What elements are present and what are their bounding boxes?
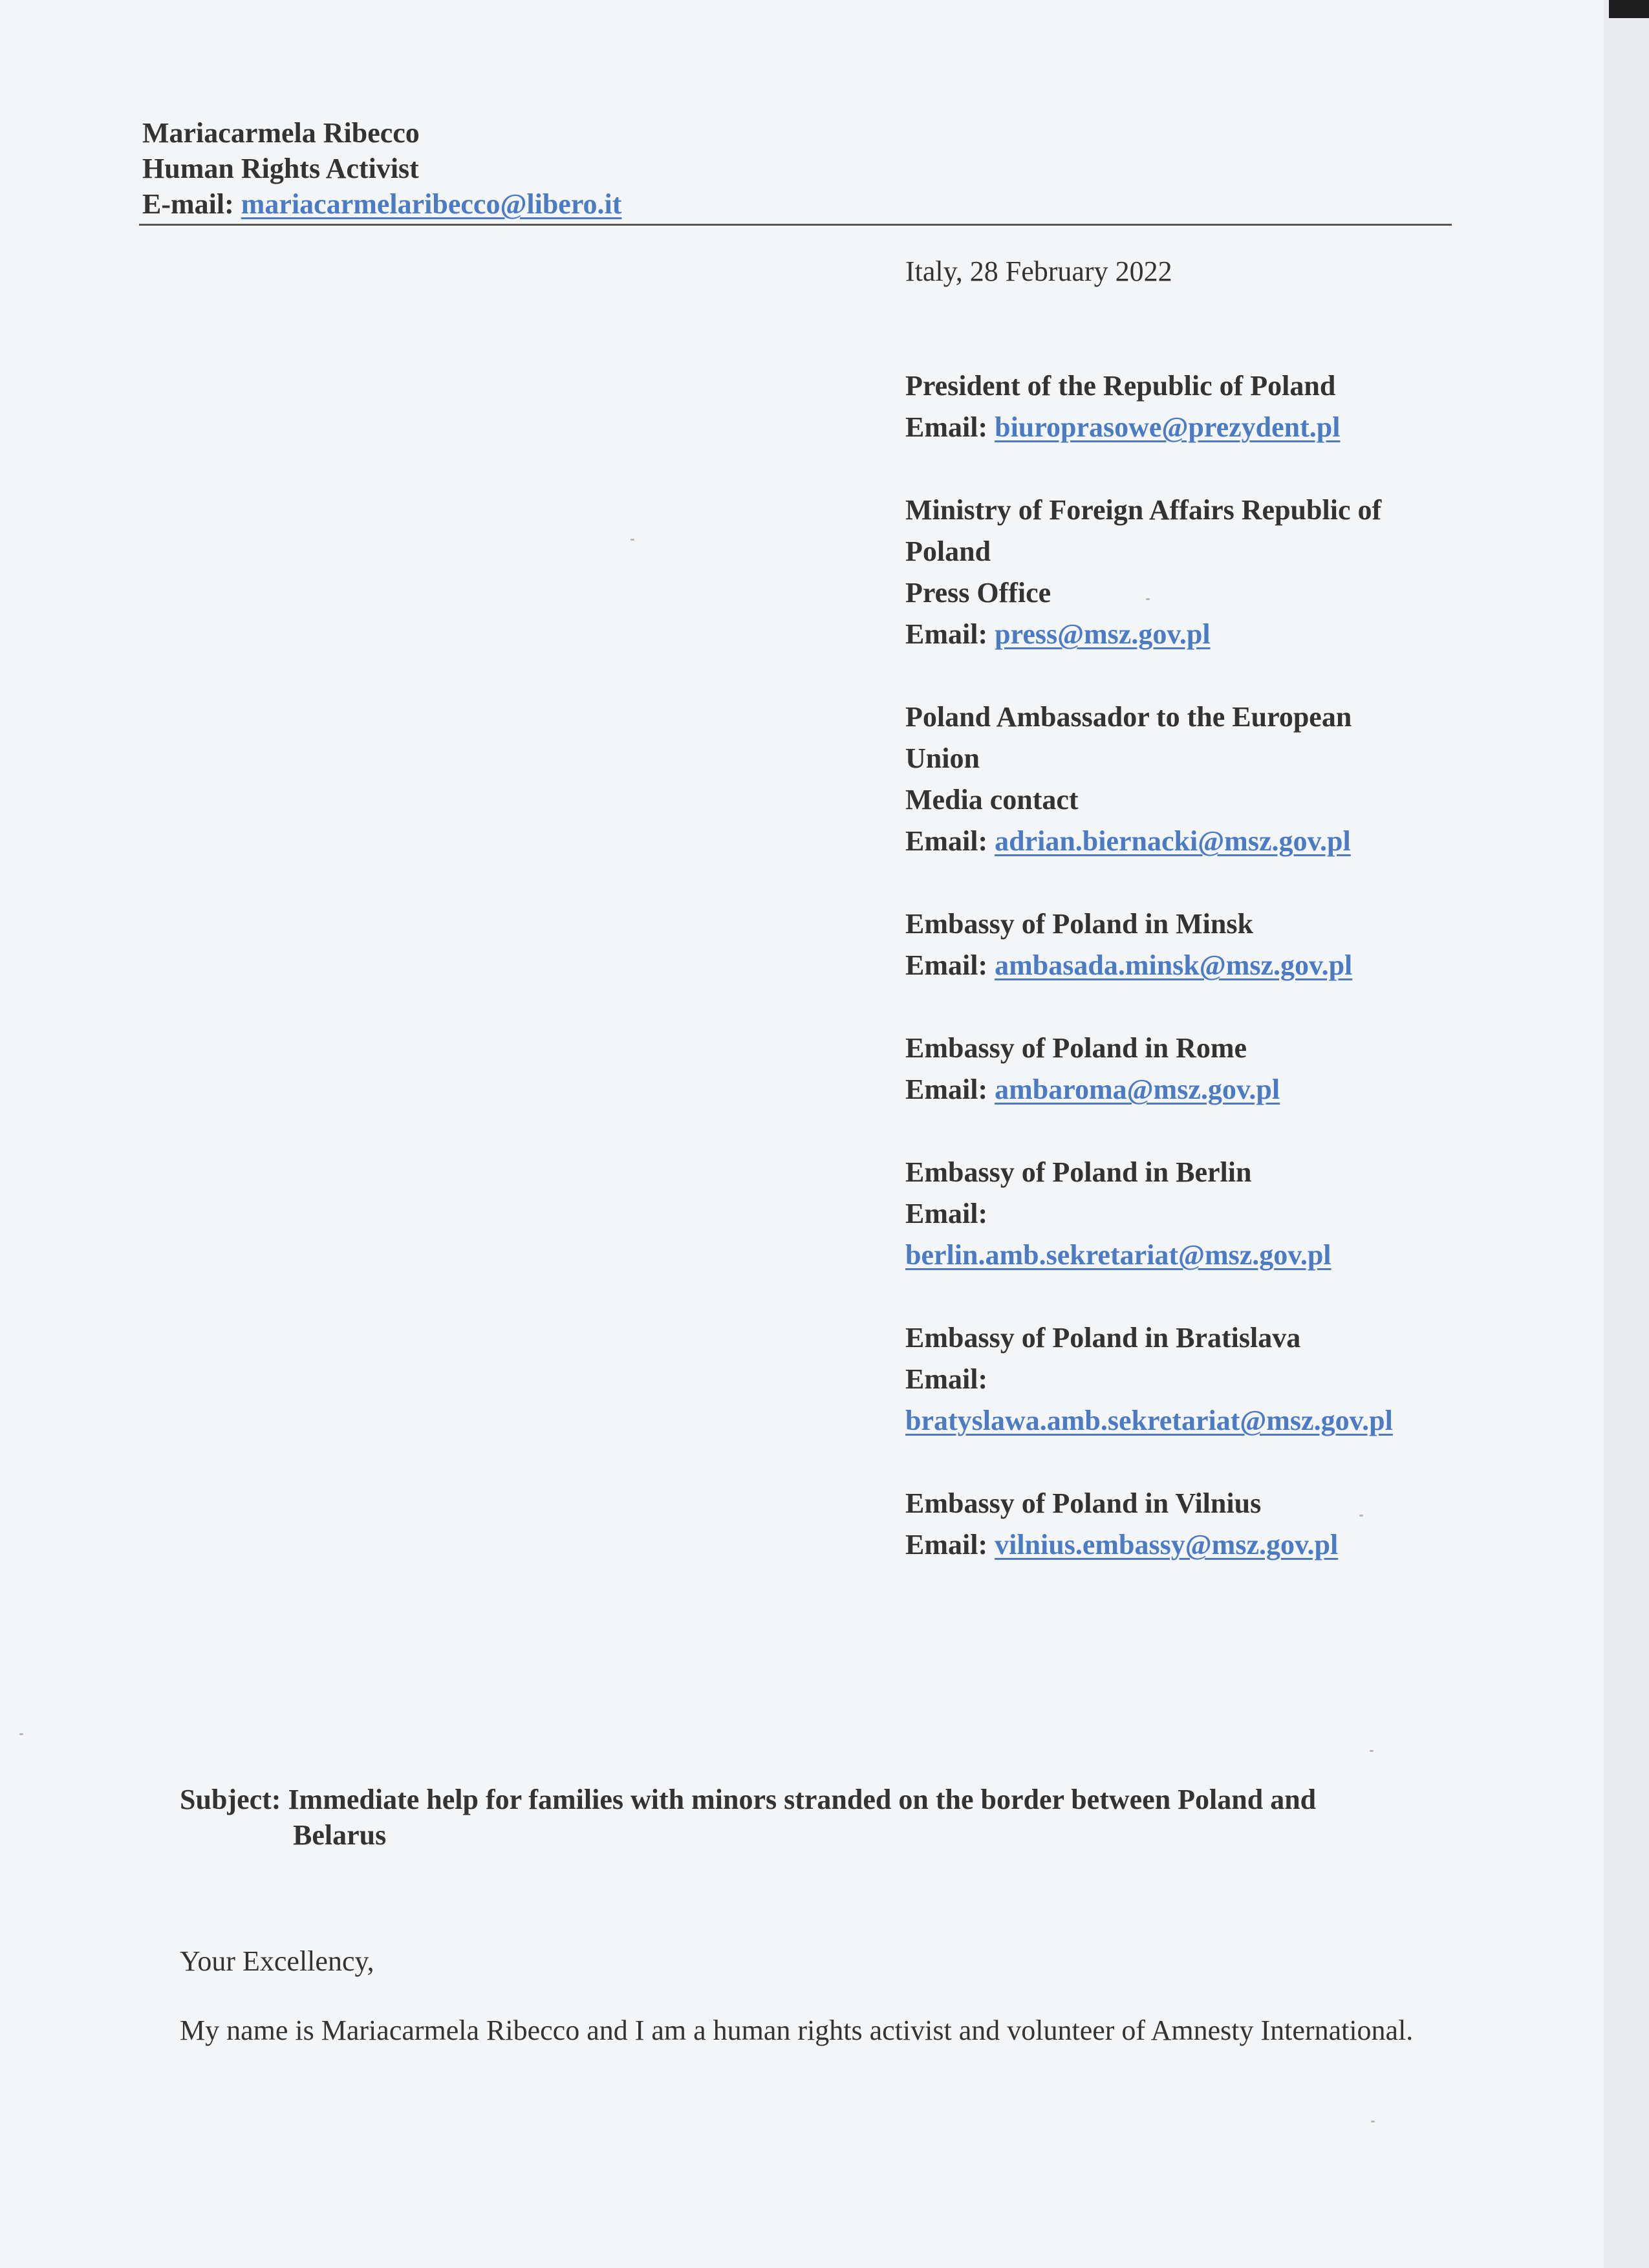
recipient-name-line: Media contact xyxy=(905,784,1079,815)
recipient-email-label: Email: xyxy=(905,825,988,857)
recipient-email-line xyxy=(905,945,1461,986)
recipient-email-line xyxy=(905,1193,1461,1235)
scan-speck xyxy=(1146,598,1150,600)
recipient-block xyxy=(905,490,1461,655)
recipient-email-label: Email: xyxy=(905,1074,988,1105)
body-paragraph: My name is Mariacarmela Ribecco and I am a human rights activist and volunteer of Amnesty International. xyxy=(180,2014,1414,2046)
recipient-name-line: Embassy of Poland in Vilnius xyxy=(905,1487,1262,1519)
recipient-name-line: Poland xyxy=(905,535,991,567)
recipient-email-line xyxy=(905,821,1461,862)
sender-name: Mariacarmela Ribecco xyxy=(142,117,420,149)
sender-role: Human Rights Activist xyxy=(142,153,419,184)
recipient-email-label: Email: xyxy=(905,1363,988,1395)
recipient-email-label: Email: xyxy=(905,411,988,443)
recipient-email-line xyxy=(905,614,1461,655)
recipient-name-line: Embassy of Poland in Bratislava xyxy=(905,1322,1301,1354)
recipient-email-line xyxy=(905,407,1461,448)
recipient-name-line: Embassy of Poland in Berlin xyxy=(905,1156,1252,1188)
recipient-block xyxy=(905,365,1461,448)
sender-email-link[interactable]: mariacarmelaribecco@libero.it xyxy=(241,188,622,220)
salutation: Your Excellency, xyxy=(180,1945,374,1977)
recipient-email-label: Email: xyxy=(905,1198,988,1229)
header-divider xyxy=(139,224,1452,226)
recipient-name-line: Embassy of Poland in Minsk xyxy=(905,908,1253,940)
sender-email-line xyxy=(142,186,621,222)
recipient-email-line xyxy=(905,1524,1461,1566)
letter-date: Italy, 28 February 2022 xyxy=(905,255,1172,287)
recipient-email-label: Email: xyxy=(905,618,988,650)
recipient-email-link[interactable]: berlin.amb.sekretariat@msz.gov.pl xyxy=(905,1239,1331,1271)
subject-line-1: Immediate help for families with minors stranded on the border between Poland and xyxy=(288,1784,1317,1815)
recipient-block xyxy=(905,1483,1461,1566)
scan-speck xyxy=(19,1733,23,1735)
recipient-block xyxy=(905,1317,1461,1442)
scan-edge xyxy=(1604,0,1649,2268)
recipient-email-link[interactable]: adrian.biernacki@msz.gov.pl xyxy=(995,825,1351,857)
recipient-email-label: Email: xyxy=(905,949,988,981)
recipient-name-line: Ministry of Foreign Affairs Republic of xyxy=(905,494,1382,526)
recipient-email-link[interactable]: press@msz.gov.pl xyxy=(995,618,1211,650)
subject-block xyxy=(180,1782,1467,1853)
scan-speck xyxy=(630,539,634,541)
recipient-name-line: Union xyxy=(905,742,980,774)
recipient-email-link[interactable]: bratyslawa.amb.sekretariat@msz.gov.pl xyxy=(905,1405,1393,1436)
recipient-name-line: Press Office xyxy=(905,577,1051,609)
sender-email-label: E-mail: xyxy=(142,188,234,220)
scan-speck xyxy=(1359,1515,1363,1517)
recipient-name-line: President of the Republic of Poland xyxy=(905,370,1336,402)
recipient-email-link[interactable]: ambaroma@msz.gov.pl xyxy=(995,1074,1280,1105)
recipient-name-line: Embassy of Poland in Rome xyxy=(905,1032,1247,1064)
recipient-email-address-line xyxy=(905,1235,1461,1276)
recipient-block xyxy=(905,903,1461,986)
recipient-email-line xyxy=(905,1359,1461,1400)
recipient-block xyxy=(905,1152,1461,1276)
recipient-block xyxy=(905,1028,1461,1110)
subject-label: Subject: xyxy=(180,1784,281,1815)
recipient-email-label: Email: xyxy=(905,1529,988,1561)
subject-line-2: Belarus xyxy=(293,1819,387,1851)
scan-speck xyxy=(1371,2121,1375,2122)
sender-block xyxy=(142,115,621,222)
recipient-email-link[interactable]: ambasada.minsk@msz.gov.pl xyxy=(995,949,1353,981)
recipient-email-address-line xyxy=(905,1400,1461,1442)
recipient-email-line xyxy=(905,1069,1461,1110)
recipients-list xyxy=(905,365,1461,1607)
recipient-email-link[interactable]: biuroprasowe@prezydent.pl xyxy=(995,411,1341,443)
recipient-email-link[interactable]: vilnius.embassy@msz.gov.pl xyxy=(995,1529,1339,1561)
recipient-name-line: Poland Ambassador to the European xyxy=(905,701,1352,733)
scan-speck xyxy=(1370,1750,1374,1752)
recipient-block xyxy=(905,697,1461,862)
